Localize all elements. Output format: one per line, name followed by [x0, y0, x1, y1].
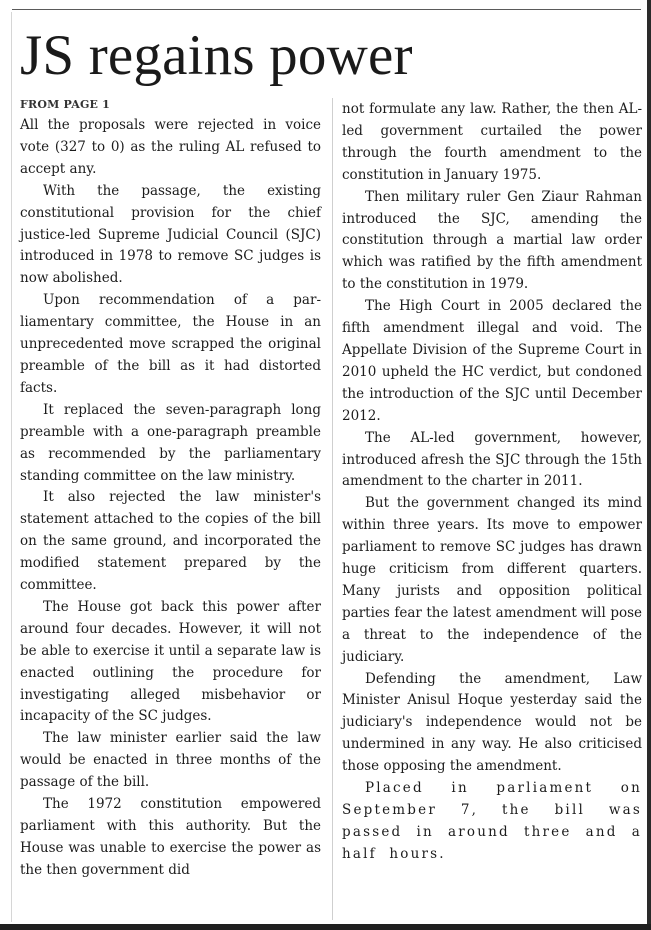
paragraph: Then military ruler Gen Ziaur Rahman introduced the SJC, amending the constitution through a martial law order which was ratified by the fifth amendment to the constitution in 1979. — [342, 188, 642, 293]
right-edge-border — [647, 0, 651, 930]
paragraph: Upon recommendation of a parliamentary committee, the House in an unprecedented move scrapped the original preamble of the bill as it had distorted facts. — [20, 292, 321, 396]
column-divider — [332, 98, 333, 920]
paragraph: But the government changed its mind within three years. Its move to empower parliament to remove SC judges has drawn huge criticism from different quarters. Many jurists and opposition political parties fear the latest amendment will pose a threat to the independence of the judiciary. — [342, 495, 642, 665]
article-column-right — [342, 99, 642, 866]
bottom-edge-border — [0, 924, 651, 930]
left-edge-line — [11, 12, 12, 922]
paragraph: It replaced the seven-paragraph long preamble with a one-paragraph preamble as recommended by the parliamentary standing committee on the law ministry. — [20, 401, 321, 484]
paragraph: The law minister earlier said the law would be enacted in three months of the passage of the bill. — [20, 730, 321, 791]
paragraph: The House got back this power after around four decades. However, it will not be able to exercise it until a separate law is enacted outlining the procedure for investigating alleged misbehavior or incapacity of the SC judges. — [20, 598, 321, 725]
paragraph-last: Placed in parliament on September 7, the bill was passed in around three and a half hours. — [342, 780, 642, 862]
top-rule — [12, 9, 641, 10]
article-column-left — [20, 115, 321, 882]
paragraph: Defending the amendment, Law Minister Anisul Hoque yesterday said the judiciary's independence would not be undermined in any way. He also criticised those opposing the amendment. — [342, 670, 642, 775]
paragraph: With the passage, the existing constitutional provision for the chief justice-led Supreme Judicial Council (SJC) introduced in 1978 to remove SC judges is now abolished. — [20, 182, 321, 287]
paragraph-continued: not formulate any law. Rather, the then AL-led government curtailed the power through the fourth amendment to the constitution in January 1975. — [342, 101, 642, 183]
paragraph: All the proposals were rejected in voice vote (327 to 0) as the ruling AL refused to accept any. — [20, 117, 321, 177]
kicker-from-page-1: FROM PAGE 1 — [20, 98, 111, 111]
headline: JS regains power — [20, 24, 413, 87]
paragraph: The 1972 constitution empowered parliament with this authority. But the House was unable to exercise the power as the then government did — [20, 796, 321, 878]
paragraph: The High Court in 2005 declared the fifth amendment illegal and void. The Appellate Division of the Supreme Court in 2010 upheld the HC verdict, but condoned the introduction of the SJC until December 2012. — [342, 298, 642, 424]
paragraph: It also rejected the law minister's statement attached to the copies of the bill on the same ground, and incorporated the modified statement prepared by the committee. — [20, 489, 321, 594]
paragraph: The AL-led government, however, introduced afresh the SJC through the 15th amendment to the charter in 2011. — [342, 429, 642, 490]
